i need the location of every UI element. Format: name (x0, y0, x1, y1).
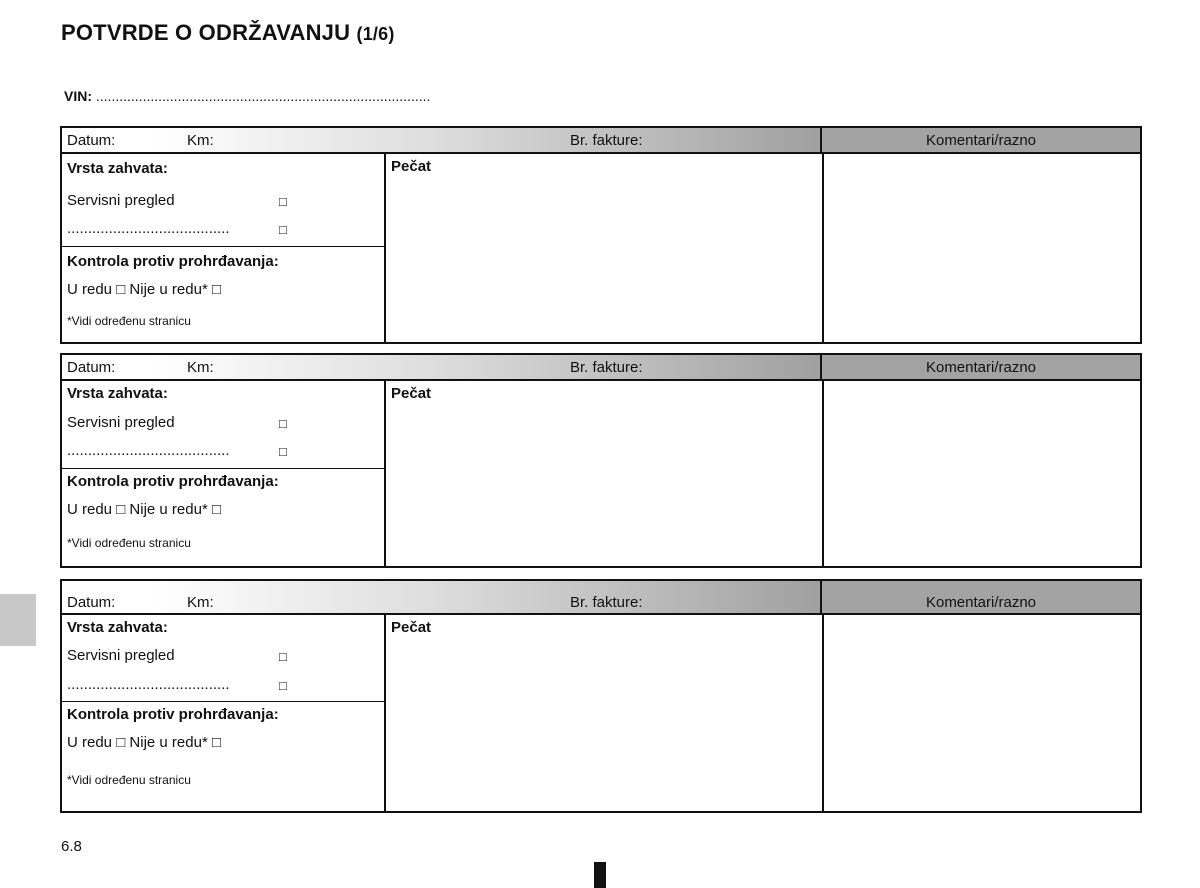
vin-label: VIN: (64, 88, 92, 104)
service-inspection-label: Servisni pregled (67, 647, 175, 664)
footnote: *Vidi određenu stranicu (67, 314, 191, 328)
comments-area[interactable] (824, 615, 1140, 811)
service-type-heading: Vrsta zahvata: (67, 385, 168, 402)
maintenance-card-2 (60, 353, 1142, 568)
other-service-checkbox[interactable]: □ (279, 444, 287, 459)
other-service-checkbox[interactable]: □ (279, 222, 287, 237)
km-label: Km: (187, 132, 214, 149)
anticorrosion-status[interactable]: U redu □ Nije u redu* □ (67, 501, 222, 518)
anticorrosion-status[interactable]: U redu □ Nije u redu* □ (67, 281, 222, 298)
card-header-left (62, 355, 822, 379)
stamp-column (386, 615, 824, 811)
footnote: *Vidi određenu stranicu (67, 773, 191, 787)
service-type-column (62, 154, 386, 342)
page-title (61, 20, 395, 46)
maintenance-card-3 (60, 579, 1142, 813)
stamp-label: Pečat (391, 385, 432, 402)
page-title-text: POTVRDE O ODRŽAVANJU (61, 20, 351, 45)
section-tab-marker (0, 594, 36, 646)
service-type-heading: Vrsta zahvata: (67, 619, 168, 636)
column-divider (62, 246, 384, 247)
service-type-column (62, 615, 386, 811)
anticorrosion-heading: Kontrola protiv prohrđavanja: (67, 706, 279, 723)
other-service-dots: ....................................... (67, 676, 230, 693)
km-label: Km: (187, 359, 214, 376)
stamp-column (386, 154, 824, 342)
page-title-suffix: (1/6) (356, 24, 395, 44)
datum-label: Datum: (67, 132, 116, 149)
datum-label: Datum: (67, 359, 116, 376)
vin-field[interactable]: ...................................................................................... (95, 88, 431, 104)
column-divider (62, 701, 384, 702)
card-header (62, 581, 1140, 615)
card-header-left (62, 128, 822, 152)
comments-area[interactable] (824, 154, 1140, 342)
service-inspection-label: Servisni pregled (67, 192, 175, 209)
comments-label: Komentari/razno (925, 132, 1037, 149)
column-divider (62, 468, 384, 469)
comments-area[interactable] (824, 381, 1140, 566)
card-header-right (822, 128, 1140, 152)
card-header (62, 355, 1140, 381)
invoice-number-label: Br. fakture: (570, 132, 643, 149)
service-type-column (62, 381, 386, 566)
service-inspection-checkbox[interactable]: □ (279, 416, 287, 431)
other-service-dots: ....................................... (67, 220, 230, 237)
print-mark (594, 862, 606, 888)
invoice-number-label: Br. fakture: (570, 359, 643, 376)
footnote: *Vidi određenu stranicu (67, 536, 191, 550)
anticorrosion-heading: Kontrola protiv prohrđavanja: (67, 473, 279, 490)
card-header-left (62, 581, 822, 613)
card-header (62, 128, 1140, 154)
stamp-column (386, 381, 824, 566)
stamp-label: Pečat (391, 158, 432, 175)
anticorrosion-heading: Kontrola protiv prohrđavanja: (67, 253, 279, 270)
service-inspection-label: Servisni pregled (67, 414, 175, 431)
anticorrosion-status[interactable]: U redu □ Nije u redu* □ (67, 734, 222, 751)
service-inspection-checkbox[interactable]: □ (279, 194, 287, 209)
maintenance-card-1 (60, 126, 1142, 344)
comments-label: Komentari/razno (925, 359, 1037, 376)
card-header-right (822, 581, 1140, 613)
service-inspection-checkbox[interactable]: □ (279, 649, 287, 664)
comments-label: Komentari/razno (925, 594, 1037, 611)
card-header-right (822, 355, 1140, 379)
vin-line (64, 88, 430, 104)
other-service-checkbox[interactable]: □ (279, 678, 287, 693)
km-label: Km: (187, 594, 214, 611)
invoice-number-label: Br. fakture: (570, 594, 643, 611)
service-type-heading: Vrsta zahvata: (67, 160, 168, 177)
other-service-dots: ....................................... (67, 442, 230, 459)
page-number: 6.8 (61, 838, 82, 855)
datum-label: Datum: (67, 594, 116, 611)
stamp-label: Pečat (391, 619, 432, 636)
